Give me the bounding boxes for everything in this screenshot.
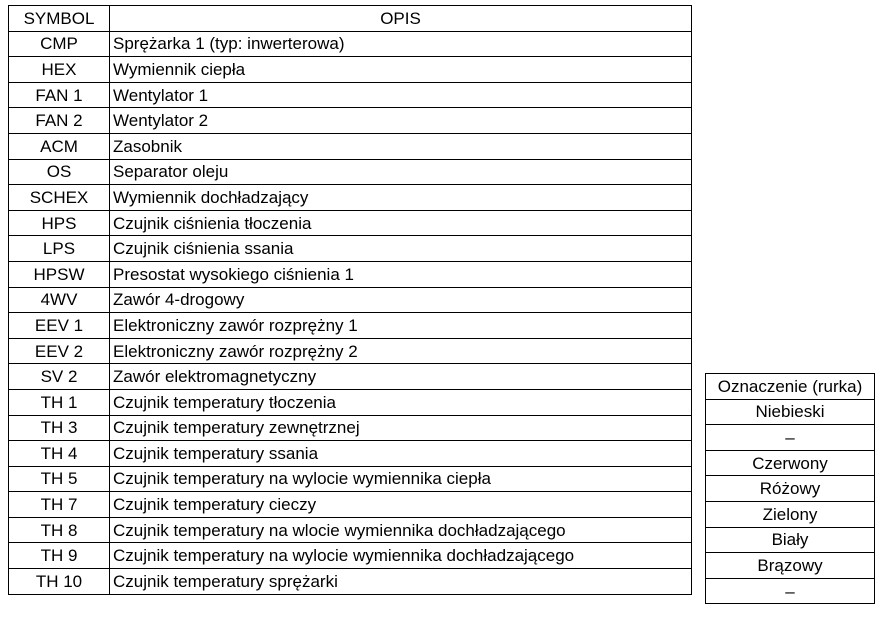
description-cell: Elektroniczny zawór rozprężny 2	[110, 338, 692, 364]
description-cell: Wymiennik dochładzający	[110, 185, 692, 211]
marking-row	[706, 450, 875, 476]
table-row	[9, 492, 692, 518]
symbol-cell: TH 4	[9, 441, 110, 467]
symbol-column-header: SYMBOL	[9, 6, 110, 32]
description-cell: Presostat wysokiego ciśnienia 1	[110, 261, 692, 287]
description-cell: Czujnik temperatury zewnętrznej	[110, 415, 692, 441]
tube-marking-table	[705, 373, 875, 604]
symbol-cell: HEX	[9, 57, 110, 83]
description-cell: Czujnik temperatury sprężarki	[110, 569, 692, 595]
description-cell: Elektroniczny zawór rozprężny 1	[110, 313, 692, 339]
table-row	[9, 210, 692, 236]
symbol-cell: OS	[9, 159, 110, 185]
description-cell: Sprężarka 1 (typ: inwerterowa)	[110, 31, 692, 57]
description-cell: Separator oleju	[110, 159, 692, 185]
symbol-description-table	[8, 5, 692, 595]
table-row	[9, 185, 692, 211]
table-row	[9, 236, 692, 262]
description-cell: Zawór 4-drogowy	[110, 287, 692, 313]
symbol-cell: HPS	[9, 210, 110, 236]
table-row	[9, 466, 692, 492]
description-cell: Zawór elektromagnetyczny	[110, 364, 692, 390]
table-row	[9, 415, 692, 441]
marking-row	[706, 553, 875, 579]
table-row	[9, 313, 692, 339]
marking-cell: Brązowy	[706, 553, 875, 579]
symbol-cell: TH 9	[9, 543, 110, 569]
symbol-cell: TH 3	[9, 415, 110, 441]
marking-cell: Niebieski	[706, 399, 875, 425]
description-cell: Czujnik ciśnienia tłoczenia	[110, 210, 692, 236]
table-row	[9, 441, 692, 467]
symbol-cell: 4WV	[9, 287, 110, 313]
description-cell: Czujnik temperatury tłoczenia	[110, 389, 692, 415]
description-cell: Czujnik temperatury cieczy	[110, 492, 692, 518]
marking-row	[706, 578, 875, 604]
description-cell: Czujnik ciśnienia ssania	[110, 236, 692, 262]
symbol-cell: TH 10	[9, 569, 110, 595]
table-row	[9, 364, 692, 390]
marking-cell: Biały	[706, 527, 875, 553]
table-row	[9, 159, 692, 185]
table-row	[9, 133, 692, 159]
table-header-row	[9, 6, 692, 32]
symbol-cell: FAN 1	[9, 82, 110, 108]
description-cell: Czujnik temperatury na wlocie wymiennika dochładzającego	[110, 517, 692, 543]
marking-column-header: Oznaczenie (rurka)	[706, 374, 875, 400]
marking-cell: –	[706, 578, 875, 604]
marking-row	[706, 425, 875, 451]
marking-cell: Czerwony	[706, 450, 875, 476]
marking-table-body	[706, 399, 875, 604]
symbol-cell: SV 2	[9, 364, 110, 390]
description-cell: Wentylator 1	[110, 82, 692, 108]
symbol-cell: SCHEX	[9, 185, 110, 211]
table-row	[9, 57, 692, 83]
symbol-cell: FAN 2	[9, 108, 110, 134]
description-cell: Wymiennik ciepła	[110, 57, 692, 83]
symbol-cell: TH 8	[9, 517, 110, 543]
description-cell: Czujnik temperatury ssania	[110, 441, 692, 467]
description-cell: Czujnik temperatury na wylocie wymiennika dochładzającego	[110, 543, 692, 569]
marking-header-row	[706, 374, 875, 400]
table-row	[9, 261, 692, 287]
table-row	[9, 31, 692, 57]
table-row	[9, 287, 692, 313]
table-row	[9, 338, 692, 364]
symbol-cell: LPS	[9, 236, 110, 262]
marking-row	[706, 501, 875, 527]
description-column-header: OPIS	[110, 6, 692, 32]
table-row	[9, 389, 692, 415]
symbol-cell: EEV 2	[9, 338, 110, 364]
symbol-cell: CMP	[9, 31, 110, 57]
description-cell: Wentylator 2	[110, 108, 692, 134]
symbol-cell: EEV 1	[9, 313, 110, 339]
symbol-cell: TH 5	[9, 466, 110, 492]
table-row	[9, 517, 692, 543]
symbol-cell: ACM	[9, 133, 110, 159]
description-cell: Zasobnik	[110, 133, 692, 159]
marking-cell: –	[706, 425, 875, 451]
marking-cell: Zielony	[706, 501, 875, 527]
table-row	[9, 543, 692, 569]
marking-row	[706, 399, 875, 425]
symbol-table-body	[9, 31, 692, 594]
table-row	[9, 82, 692, 108]
marking-row	[706, 527, 875, 553]
symbol-cell: HPSW	[9, 261, 110, 287]
marking-cell: Różowy	[706, 476, 875, 502]
table-row	[9, 569, 692, 595]
table-row	[9, 108, 692, 134]
marking-row	[706, 476, 875, 502]
symbol-cell: TH 1	[9, 389, 110, 415]
description-cell: Czujnik temperatury na wylocie wymiennika ciepła	[110, 466, 692, 492]
symbol-cell: TH 7	[9, 492, 110, 518]
